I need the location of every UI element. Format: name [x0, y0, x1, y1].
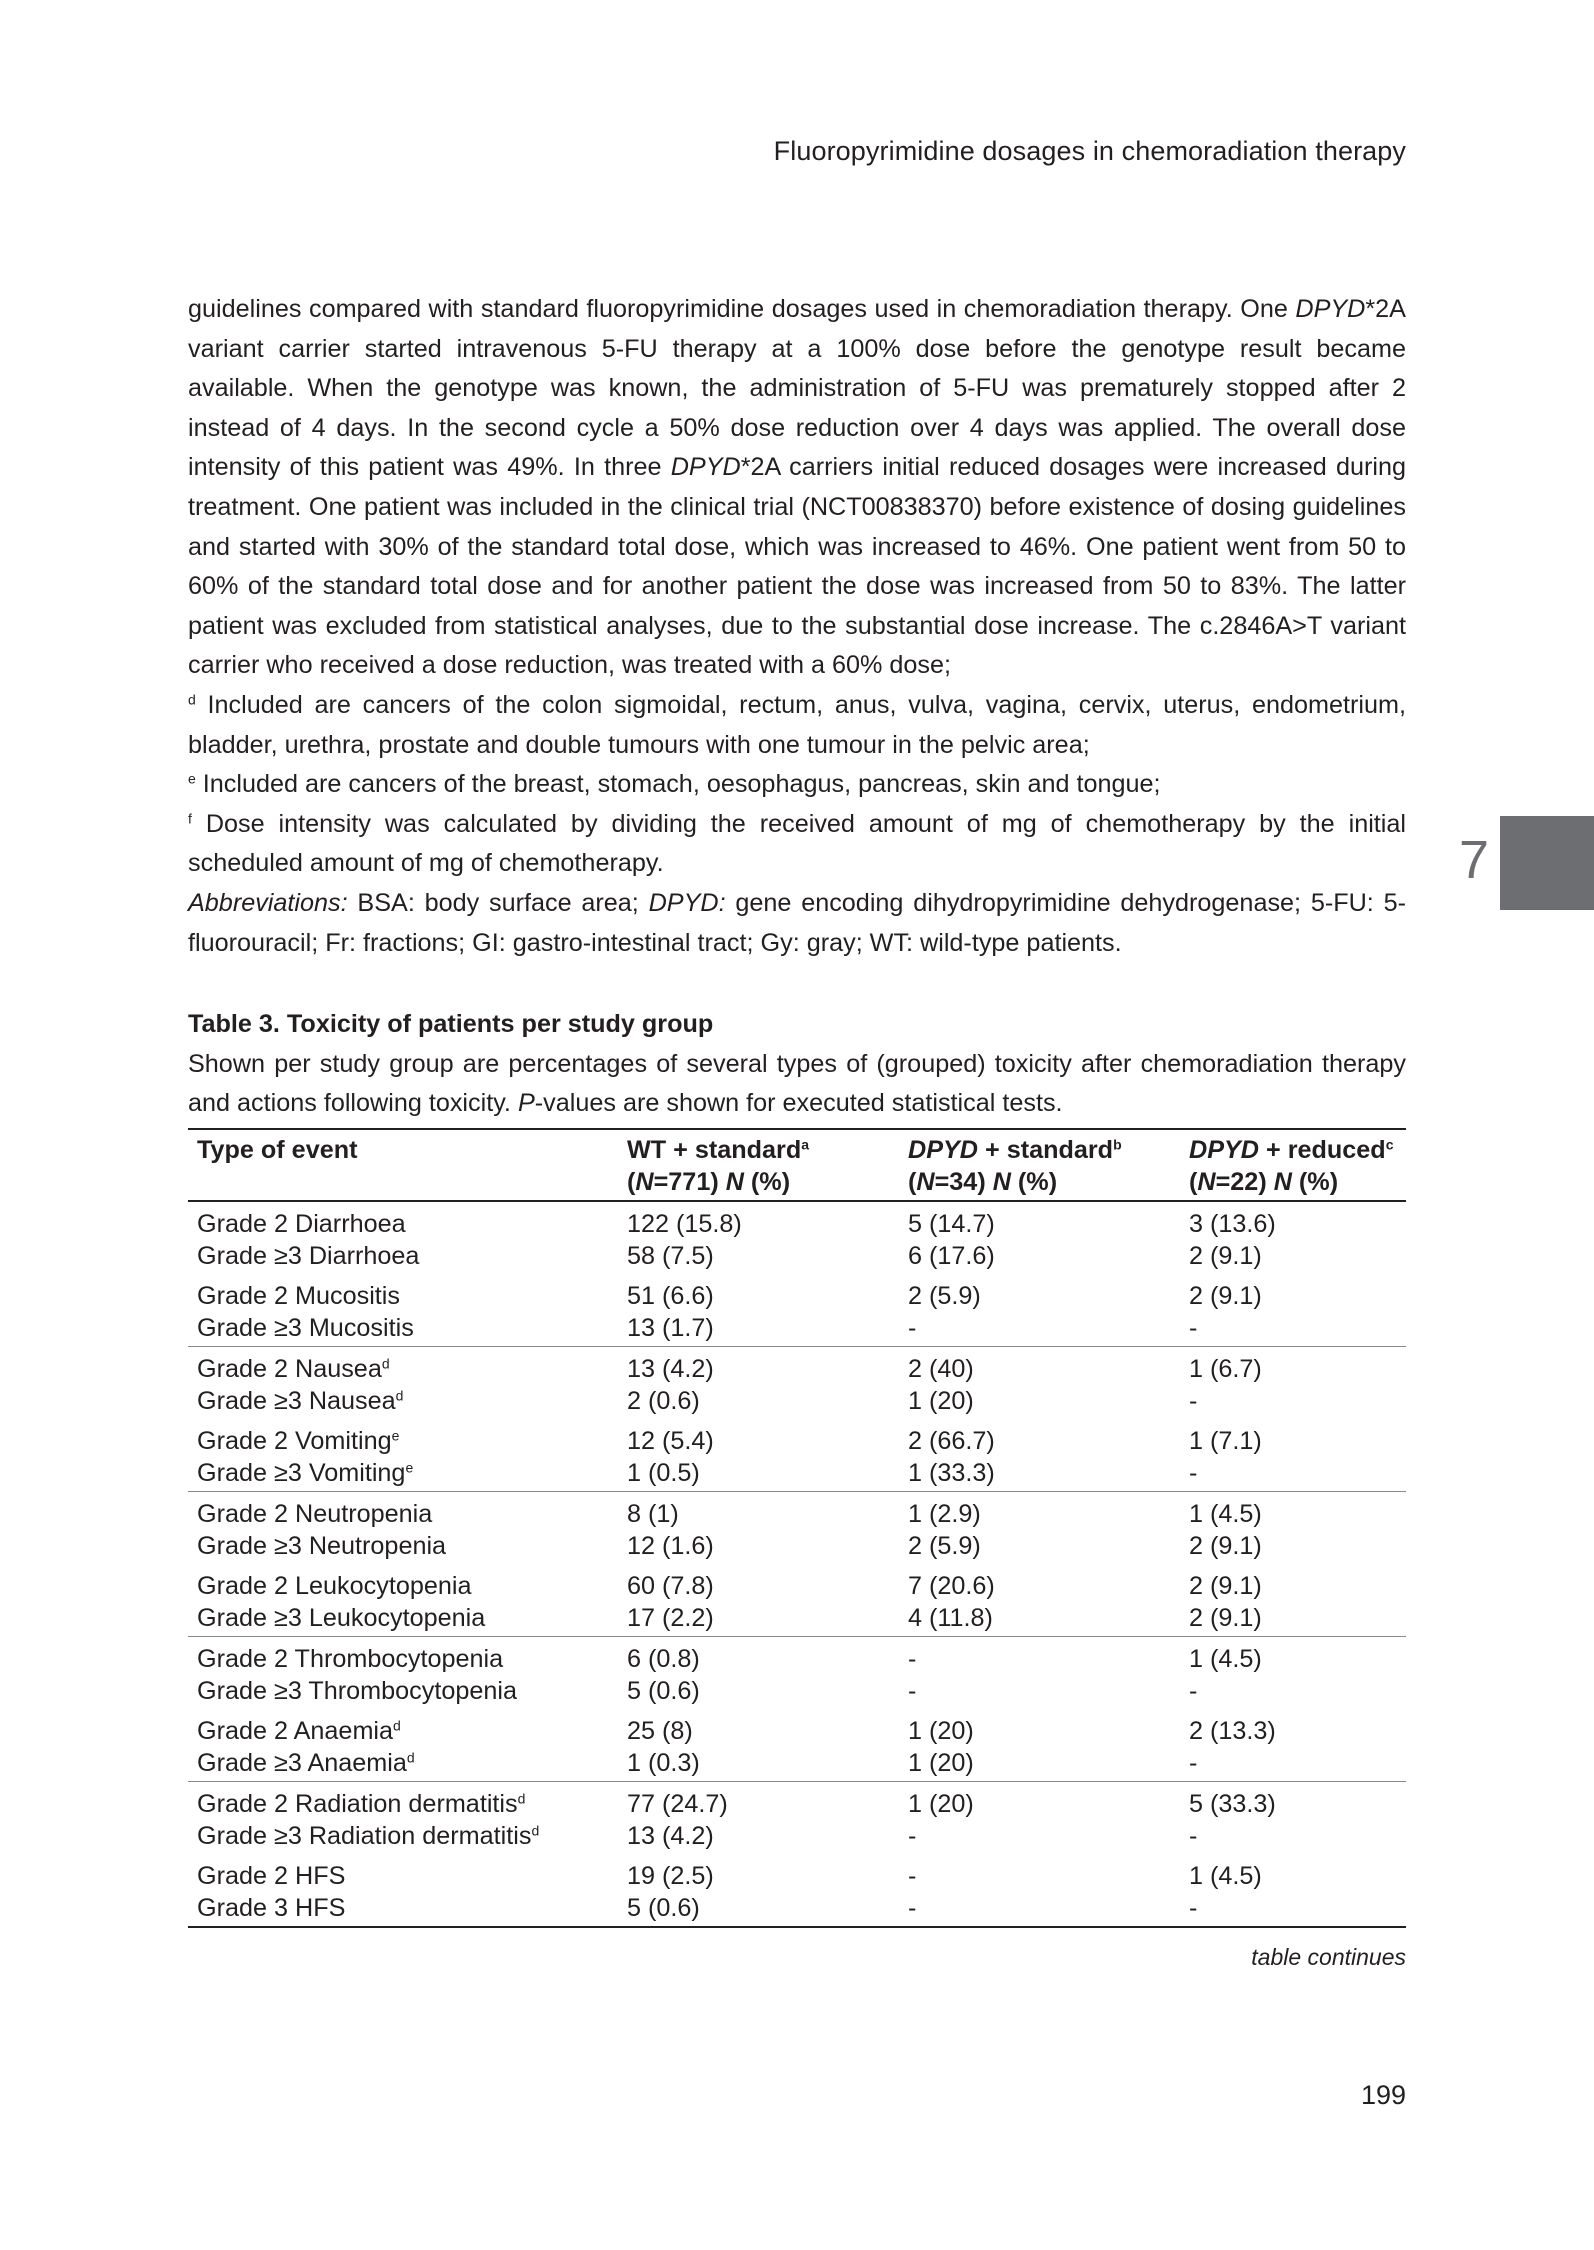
cell-dpyd-reduced: 1 (4.5)	[1189, 1499, 1262, 1528]
cell-event: Grade 2 Diarrhoea	[197, 1209, 406, 1238]
cell-dpyd-reduced: 3 (13.6)	[1189, 1209, 1276, 1238]
gene-name: DPYD	[670, 453, 741, 482]
running-header: Fluoropyrimidine dosages in chemoradiation therapy	[773, 136, 1406, 166]
header-dpyd-reduced: DPYD + reduced$^c$ (N=22) N (%)	[1189, 1135, 1394, 1196]
cell-dpyd-standard: 4 (11.8)	[908, 1603, 993, 1632]
body-text-segment: *2A variant carrier started intravenous 5-FU therapy at a 100% dose before the genotype result became available. When the genotype was known, the administration of 5-FU was prematurely stopped after 2 instead of 4 days. In the second cycle a 50% dose reduction over 4 days was applied. The overall dose intensity of this patient was 49%. In three	[188, 295, 1406, 482]
table-row	[188, 1675, 1406, 1709]
abbreviations-text: gene encoding dihydropyrimidine dehydrogenase; 5-FU: 5-fluorouracil; Fr: fractions; GI: gastro-intestinal tract; Gy: gray; WT: wild-type patients.	[188, 888, 1406, 957]
cell-event: Grade ≥3 Leukocytopenia	[197, 1603, 486, 1632]
cell-dpyd-reduced: -	[1189, 1748, 1198, 1777]
cell-event: Grade ≥3 Diarrhoea	[197, 1241, 420, 1270]
footnote-text: Included are cancers of the breast, stomach, oesophagus, pancreas, skin and tongue;	[195, 770, 1161, 799]
toxicity-table	[188, 1128, 1406, 1928]
cell-wt-standard: 17 (2.2)	[627, 1603, 714, 1632]
cell-wt-standard: 77 (24.7)	[627, 1789, 728, 1818]
cell-dpyd-standard: -	[908, 1676, 917, 1705]
cell-dpyd-reduced: -	[1189, 1893, 1198, 1922]
cell-dpyd-standard: 2 (40)	[908, 1354, 974, 1383]
table-row	[188, 1346, 1406, 1385]
cell-dpyd-standard: 7 (20.6)	[908, 1571, 995, 1600]
footnote-mark: d	[393, 1717, 401, 1734]
cell-dpyd-reduced: 2 (9.1)	[1189, 1241, 1262, 1270]
cell-event: Grade 3 HFS	[197, 1893, 346, 1922]
footnote-d	[188, 686, 1406, 765]
cell-dpyd-reduced: 2 (9.1)	[1189, 1571, 1262, 1600]
caption-text: Shown per study group are percentages of several types of (grouped) toxicity after chemoradiation therapy and actions following toxicity.	[188, 1049, 1406, 1118]
abbreviations-text: BSA: body surface area;	[347, 888, 649, 917]
cell-event: Grade ≥3 Nausea$^d$	[197, 1386, 404, 1415]
table-row	[188, 1820, 1406, 1854]
chapter-tab-marker	[1500, 816, 1594, 910]
body-paragraph	[188, 290, 1406, 686]
cell-dpyd-standard: 1 (2.9)	[908, 1499, 981, 1528]
footnote-mark: e	[188, 770, 196, 787]
footnote-mark: d	[188, 691, 196, 708]
header-dpyd-standard: DPYD + standard$^b$ (N=34) N (%)	[908, 1135, 1122, 1196]
footnote-text: Dose intensity was calculated by dividing the received amount of mg of chemotherapy by the initial scheduled amount of mg of chemotherapy.	[188, 809, 1406, 878]
cell-wt-standard: 51 (6.6)	[627, 1281, 714, 1310]
cell-event: Grade 2 HFS	[197, 1861, 346, 1890]
cell-event: Grade 2 Radiation dermatitis$^d$	[197, 1789, 526, 1818]
cell-wt-standard: 58 (7.5)	[627, 1241, 714, 1270]
cell-dpyd-standard: -	[908, 1821, 917, 1850]
cell-dpyd-reduced: 2 (9.1)	[1189, 1603, 1262, 1632]
cell-dpyd-standard: 6 (17.6)	[908, 1241, 995, 1270]
caption-text: -values are shown for executed statistical tests.	[534, 1089, 1063, 1118]
cell-wt-standard: 25 (8)	[627, 1716, 693, 1745]
cell-dpyd-reduced: 1 (4.5)	[1189, 1861, 1262, 1890]
cell-wt-standard: 1 (0.5)	[627, 1458, 700, 1487]
cell-event: Grade ≥3 Radiation dermatitis$^d$	[197, 1821, 540, 1850]
table-row	[188, 1747, 1406, 1782]
cell-dpyd-reduced: -	[1189, 1458, 1198, 1487]
cell-wt-standard: 60 (7.8)	[627, 1571, 714, 1600]
table-row	[188, 1457, 1406, 1492]
cell-wt-standard: 5 (0.6)	[627, 1676, 700, 1705]
table-continues-note: table continues	[1251, 1943, 1406, 1970]
footnote-mark: d	[517, 1790, 526, 1807]
table-body	[188, 1201, 1406, 1927]
cell-event: Grade 2 Mucositis	[197, 1281, 400, 1310]
footnote-e	[188, 765, 1406, 805]
cell-event: Grade ≥3 Vomiting$^e$	[197, 1458, 414, 1487]
cell-dpyd-standard: 2 (5.9)	[908, 1531, 981, 1560]
page-number: 199	[1360, 2080, 1406, 2110]
cell-dpyd-standard: 2 (5.9)	[908, 1281, 981, 1310]
cell-event: Grade 2 Vomiting$^e$	[197, 1426, 400, 1455]
table-header-row	[188, 1129, 1406, 1201]
table-row	[188, 1892, 1406, 1927]
table-row	[188, 1274, 1406, 1312]
cell-dpyd-reduced: 1 (6.7)	[1189, 1354, 1262, 1383]
footnote-mark: d	[395, 1387, 404, 1404]
cell-dpyd-reduced: 2 (13.3)	[1189, 1716, 1276, 1745]
cell-wt-standard: 13 (1.7)	[627, 1313, 714, 1342]
footnote-text: Included are cancers of the colon sigmoidal, rectum, anus, vulva, vagina, cervix, uterus, endometrium, bladder, urethra, prostate and double tumours with one tumour in the pelvic area;	[188, 690, 1406, 759]
header-type-of-event: Type of event	[197, 1135, 358, 1164]
table-row	[188, 1781, 1406, 1820]
cell-wt-standard: 19 (2.5)	[627, 1861, 714, 1890]
cell-wt-standard: 1 (0.3)	[627, 1748, 700, 1777]
table-row	[188, 1240, 1406, 1274]
cell-event: Grade 2 Anaemia$^d$	[197, 1716, 401, 1745]
cell-wt-standard: 8 (1)	[627, 1499, 679, 1528]
table-row	[188, 1385, 1406, 1419]
table-row	[188, 1564, 1406, 1602]
cell-dpyd-reduced: -	[1189, 1676, 1198, 1705]
cell-event: Grade ≥3 Thrombocytopenia	[197, 1676, 517, 1705]
table-row	[188, 1709, 1406, 1747]
table-title: Table 3. Toxicity of patients per study group	[188, 1010, 714, 1039]
cell-wt-standard: 2 (0.6)	[627, 1386, 700, 1415]
cell-dpyd-reduced: 1 (7.1)	[1189, 1426, 1262, 1455]
footnote-mark: e	[391, 1427, 400, 1444]
header-wt-standard: WT + standard$^a$ (N=771) N (%)	[627, 1135, 810, 1196]
abbreviations-label: Abbreviations:	[188, 888, 348, 917]
table-row	[188, 1854, 1406, 1892]
abbreviations	[188, 884, 1406, 963]
cell-dpyd-reduced: 5 (33.3)	[1189, 1789, 1276, 1818]
table-caption	[188, 1045, 1406, 1124]
cell-event: Grade ≥3 Anaemia$^d$	[197, 1748, 415, 1777]
footnote-mark: e	[405, 1459, 414, 1476]
table-row	[188, 1491, 1406, 1530]
cell-dpyd-standard: 5 (14.7)	[908, 1209, 995, 1238]
footnote-mark: d	[381, 1355, 390, 1372]
cell-wt-standard: 13 (4.2)	[627, 1354, 714, 1383]
footnote-mark: d	[531, 1822, 540, 1839]
table-row	[188, 1530, 1406, 1564]
cell-dpyd-reduced: 1 (4.5)	[1189, 1644, 1262, 1673]
cell-dpyd-standard: -	[908, 1861, 917, 1890]
footnote-mark: d	[406, 1749, 415, 1766]
cell-event: Grade ≥3 Neutropenia	[197, 1531, 447, 1560]
cell-dpyd-standard: -	[908, 1893, 917, 1922]
cell-event: Grade 2 Thrombocytopenia	[197, 1644, 504, 1673]
cell-event: Grade 2 Nausea$^d$	[197, 1354, 390, 1383]
gene-name: DPYD:	[648, 888, 726, 917]
cell-dpyd-standard: 2 (66.7)	[908, 1426, 995, 1455]
cell-wt-standard: 12 (1.6)	[627, 1531, 714, 1560]
cell-dpyd-standard: 1 (33.3)	[908, 1458, 995, 1487]
cell-dpyd-reduced: 2 (9.1)	[1189, 1531, 1262, 1560]
cell-event: Grade ≥3 Mucositis	[197, 1313, 414, 1342]
cell-wt-standard: 5 (0.6)	[627, 1893, 700, 1922]
cell-dpyd-standard: -	[908, 1644, 917, 1673]
body-text-segment: *2A carriers initial reduced dosages were increased during treatment. One patient was included in the clinical trial (NCT00838370) before existence of dosing guidelines and started with 30% of the standard total dose, which was increased to 46%. One patient went from 50 to 60% of the standard total dose and for another patient the dose was increased from 50 to 83%. The latter patient was excluded from statistical analyses, due to the substantial dose increase. The c.2846A>T variant carrier who received a dose reduction, was treated with a 60% dose;	[188, 453, 1406, 680]
cell-dpyd-standard: -	[908, 1313, 917, 1342]
body-text-segment: guidelines compared with standard fluoropyrimidine dosages used in chemoradiation therapy. One	[188, 295, 1296, 323]
footnote-f	[188, 805, 1406, 884]
cell-dpyd-standard: 1 (20)	[908, 1748, 974, 1777]
page-content	[188, 290, 1406, 1977]
table-row	[188, 1419, 1406, 1457]
cell-dpyd-standard: 1 (20)	[908, 1386, 974, 1415]
chapter-number: 7	[1458, 830, 1490, 890]
cell-wt-standard: 13 (4.2)	[627, 1821, 714, 1850]
gene-name: DPYD	[1295, 295, 1366, 323]
table-row	[188, 1312, 1406, 1347]
table-row	[188, 1201, 1406, 1240]
cell-wt-standard: 6 (0.8)	[627, 1644, 700, 1673]
caption-italic: P	[517, 1089, 535, 1118]
footnote-mark: f	[188, 810, 192, 827]
cell-event: Grade 2 Neutropenia	[197, 1499, 433, 1528]
cell-wt-standard: 12 (5.4)	[627, 1426, 714, 1455]
cell-dpyd-reduced: -	[1189, 1313, 1198, 1342]
cell-dpyd-reduced: 2 (9.1)	[1189, 1281, 1262, 1310]
table-row	[188, 1636, 1406, 1675]
cell-dpyd-standard: 1 (20)	[908, 1789, 974, 1818]
cell-event: Grade 2 Leukocytopenia	[197, 1571, 472, 1600]
cell-wt-standard: 122 (15.8)	[627, 1209, 742, 1238]
cell-dpyd-reduced: -	[1189, 1386, 1198, 1415]
table-row	[188, 1602, 1406, 1637]
cell-dpyd-reduced: -	[1189, 1821, 1198, 1850]
cell-dpyd-standard: 1 (20)	[908, 1716, 974, 1745]
